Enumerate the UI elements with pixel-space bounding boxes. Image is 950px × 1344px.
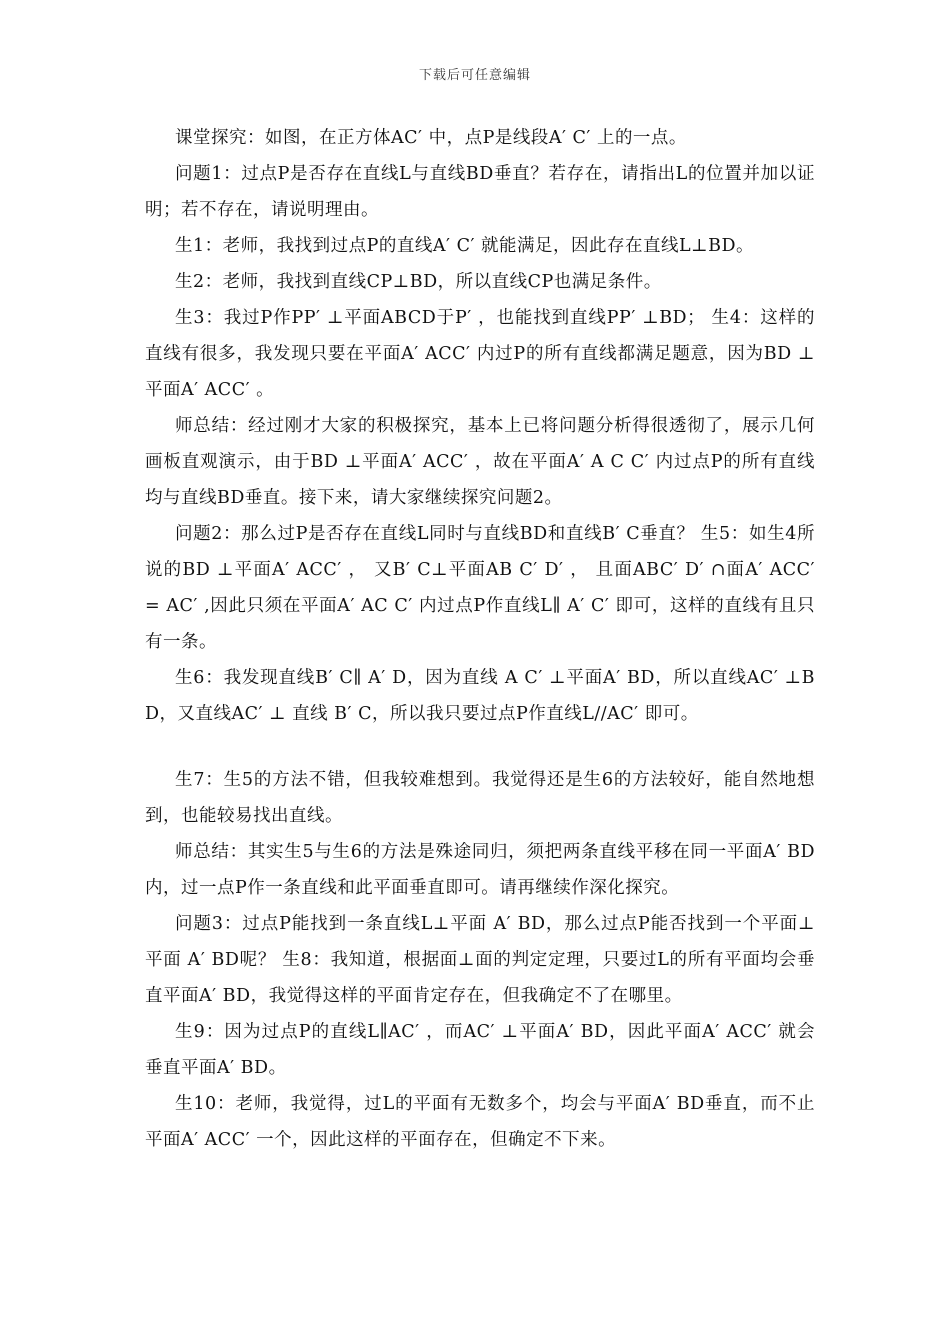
paragraph-question-3: 问题3：过点P能找到一条直线L⊥平面 A′ BD，那么过点P能否找到一个平面⊥平面 A′ BD呢？ 生8：我知道，根据面⊥面的判定定理，只要过L的所有平面均会垂直平面A′ BD，我觉得这样的平面肯定存在，但我确定不了在哪里。 [145,914,815,1006]
page-header: 下载后可任意编辑 [418,68,531,83]
paragraph-question-1: 问题1：过点P是否存在直线L与直线BD垂直？若存在，请指出L的位置并加以证明；若不存在，请说明理由。 [145,164,815,220]
paragraph-student-6: 生6：我发现直线B′ C∥ A′ D，因为直线 A C′ ⊥平面A′ BD，所以直线AC′ ⊥BD，又直线AC′ ⊥ 直线 B′ C，所以我只要过点P作直线L//AC′ 即可。 [145,668,815,724]
paragraph-teacher-summary-2: 师总结：其实生5与生6的方法是殊途同归，须把两条直线平移在同一平面A′ BD内，过一点P作一条直线和此平面垂直即可。请再继续作深化探究。 [145,842,815,898]
paragraph-student-10: 生10：老师，我觉得，过L的平面有无数多个，均会与平面A′ BD垂直，而不止平面A′ ACC′ 一个，因此这样的平面存在，但确定不下来。 [145,1094,815,1150]
paragraph-intro: 课堂探究：如图，在正方体AC′ 中，点P是线段A′ C′ 上的一点。 [175,128,687,148]
paragraph-question-2: 问题2：那么过P是否存在直线L同时与直线BD和直线B′ C垂直？ 生5：如生4所说的BD ⊥平面A′ ACC′ ， 又B′ C⊥平面AB C′ D′ ， 且面ABC′ D′ ∩面A′ ACC′ = AC′ ,因此只须在平面A′ AC C′ 内过点P作直线L∥ A′ C′ 即可，这样的直线有且只有一条。 [145,524,815,652]
paragraph-student-9: 生9：因为过点P的直线L∥AC′ ，而AC′ ⊥平面A′ BD，因此平面A′ ACC′ 就会垂直平面A′ BD。 [145,1022,815,1078]
paragraph-teacher-summary-1: 师总结：经过刚才大家的积极探究，基本上已将问题分析得很透彻了，展示几何画板直观演示，由于BD ⊥平面A′ ACC′ ，故在平面A′ A C C′ 内过点P的所有直线均与直线BD垂直。接下来，请大家继续探究问题2。 [145,416,815,508]
paragraph-student-2: 生2：老师，我找到直线CP⊥BD，所以直线CP也满足条件。 [175,272,662,292]
paragraph-gap [145,732,815,762]
paragraph-student-3-4: 生3：我过P作PP′ ⊥平面ABCD于P′ ，也能找到直线PP′ ⊥BD； 生4：这样的直线有很多，我发现只要在平面A′ ACC′ 内过P的所有直线都满足题意，因为BD ⊥平面A′ ACC′ 。 [145,308,815,400]
paragraph-student-1: 生1：老师，我找到过点P的直线A′ C′ 就能满足，因此存在直线L⊥BD。 [175,236,754,256]
document-body [145,120,815,1158]
paragraph-student-7: 生7：生5的方法不错，但我较难想到。我觉得还是生6的方法较好，能自然地想到，也能较易找出直线。 [145,770,815,826]
